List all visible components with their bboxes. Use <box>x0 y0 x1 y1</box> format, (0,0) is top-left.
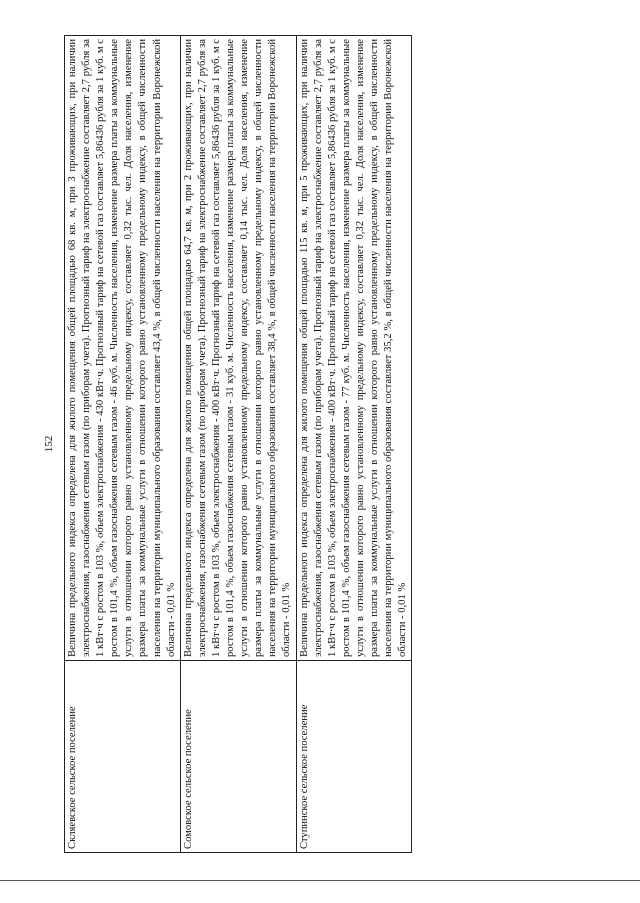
table-row <box>180 36 296 853</box>
rotated-content <box>42 35 478 853</box>
index-description: Величина предельного индекса определена для жилого помещения общей площадью 64,7 кв. м, при 2 проживающих, при наличии электроснабжения, газоснабжения сетевым газом (по приборам учета). Прогнозный тариф на электроснабжение составляет 2,7 рубля за 1 кВт·ч с ростом в 103 %, объем электроснабжения - 400 кВт·ч. Прогнозный тариф на сетевой газ составляет 5,86436 рубля за 1 куб. м с ростом в 101,4 %, объем газоснабжения сетевым газом - 31 куб. м. Численность населения, изменение размера платы за коммунальные услуги в отношении которого равно установленному предельному индексу, составляет 0,14 тыс. чел. Доля населения, изменение размера платы за коммунальные услуги в отношении которого равно установленному предельному индексу, в общей численности населения на территории муниципального образования составляет 38,4 %, в общей численности населения на территории Воронежской области - 0,01 % <box>180 36 296 661</box>
index-description: Величина предельного индекса определена для жилого помещения общей площадью 68 кв. м, при 3 проживающих, при наличии электроснабжения, газоснабжения сетевым газом (по приборам учета). Прогнозный тариф на электроснабжение составляет 2,7 рубля за 1 кВт·ч с ростом в 103 %, объем электроснабжения - 430 кВт·ч. Прогнозный тариф на сетевой газ составляет 5,86436 рубля за 1 куб. м с ростом в 101,4 %, объем газоснабжения сетевым газом - 46 куб. м. Численность населения, изменение размера платы за коммунальные услуги в отношении которого равно установленному предельному индексу, составляет 0,32 тыс. чел. Доля населения, изменение размера платы за коммунальные услуги в отношении которого равно установленному предельному индексу, в общей численности населения на территории муниципального образования составляет 43,4 %, в общей численности населения на территории Воронежской области - 0,01 % <box>65 36 181 661</box>
settlement-name: Скляевское сельское поселение <box>65 661 181 853</box>
index-description: Величина предельного индекса определена для жилого помещения общей площадью 115 кв. м, при 5 проживающих, при наличии электроснабжения, газоснабжения сетевым газом (по приборам учета). Прогнозный тариф на электроснабжение составляет 2,7 рубля за 1 кВт·ч с ростом в 103 %, объем электроснабжения - 400 кВт·ч. Прогнозный тариф на сетевой газ составляет 5,86436 рубля за 1 куб. м с ростом в 101,4 %, объем газоснабжения сетевым газом - 77 куб. м. Численность населения, изменение размера платы за коммунальные услуги в отношении которого равно установленному предельному индексу, составляет 0,32 тыс. чел. Доля населения, изменение размера платы за коммунальные услуги в отношении которого равно установленному предельному индексу, в общей численности населения на территории муниципального образования составляет 35,2 %, в общей численности населения на территории Воронежской области - 0,01 % <box>296 36 412 661</box>
page-number: 152 <box>43 435 55 453</box>
settlement-index-table <box>64 35 412 853</box>
settlement-name: Ступинское сельское поселение <box>296 661 412 853</box>
settlement-name: Сомовское сельское поселение <box>180 661 296 853</box>
bottom-rule <box>0 880 640 881</box>
table-row <box>65 36 181 853</box>
table-row <box>296 36 412 853</box>
